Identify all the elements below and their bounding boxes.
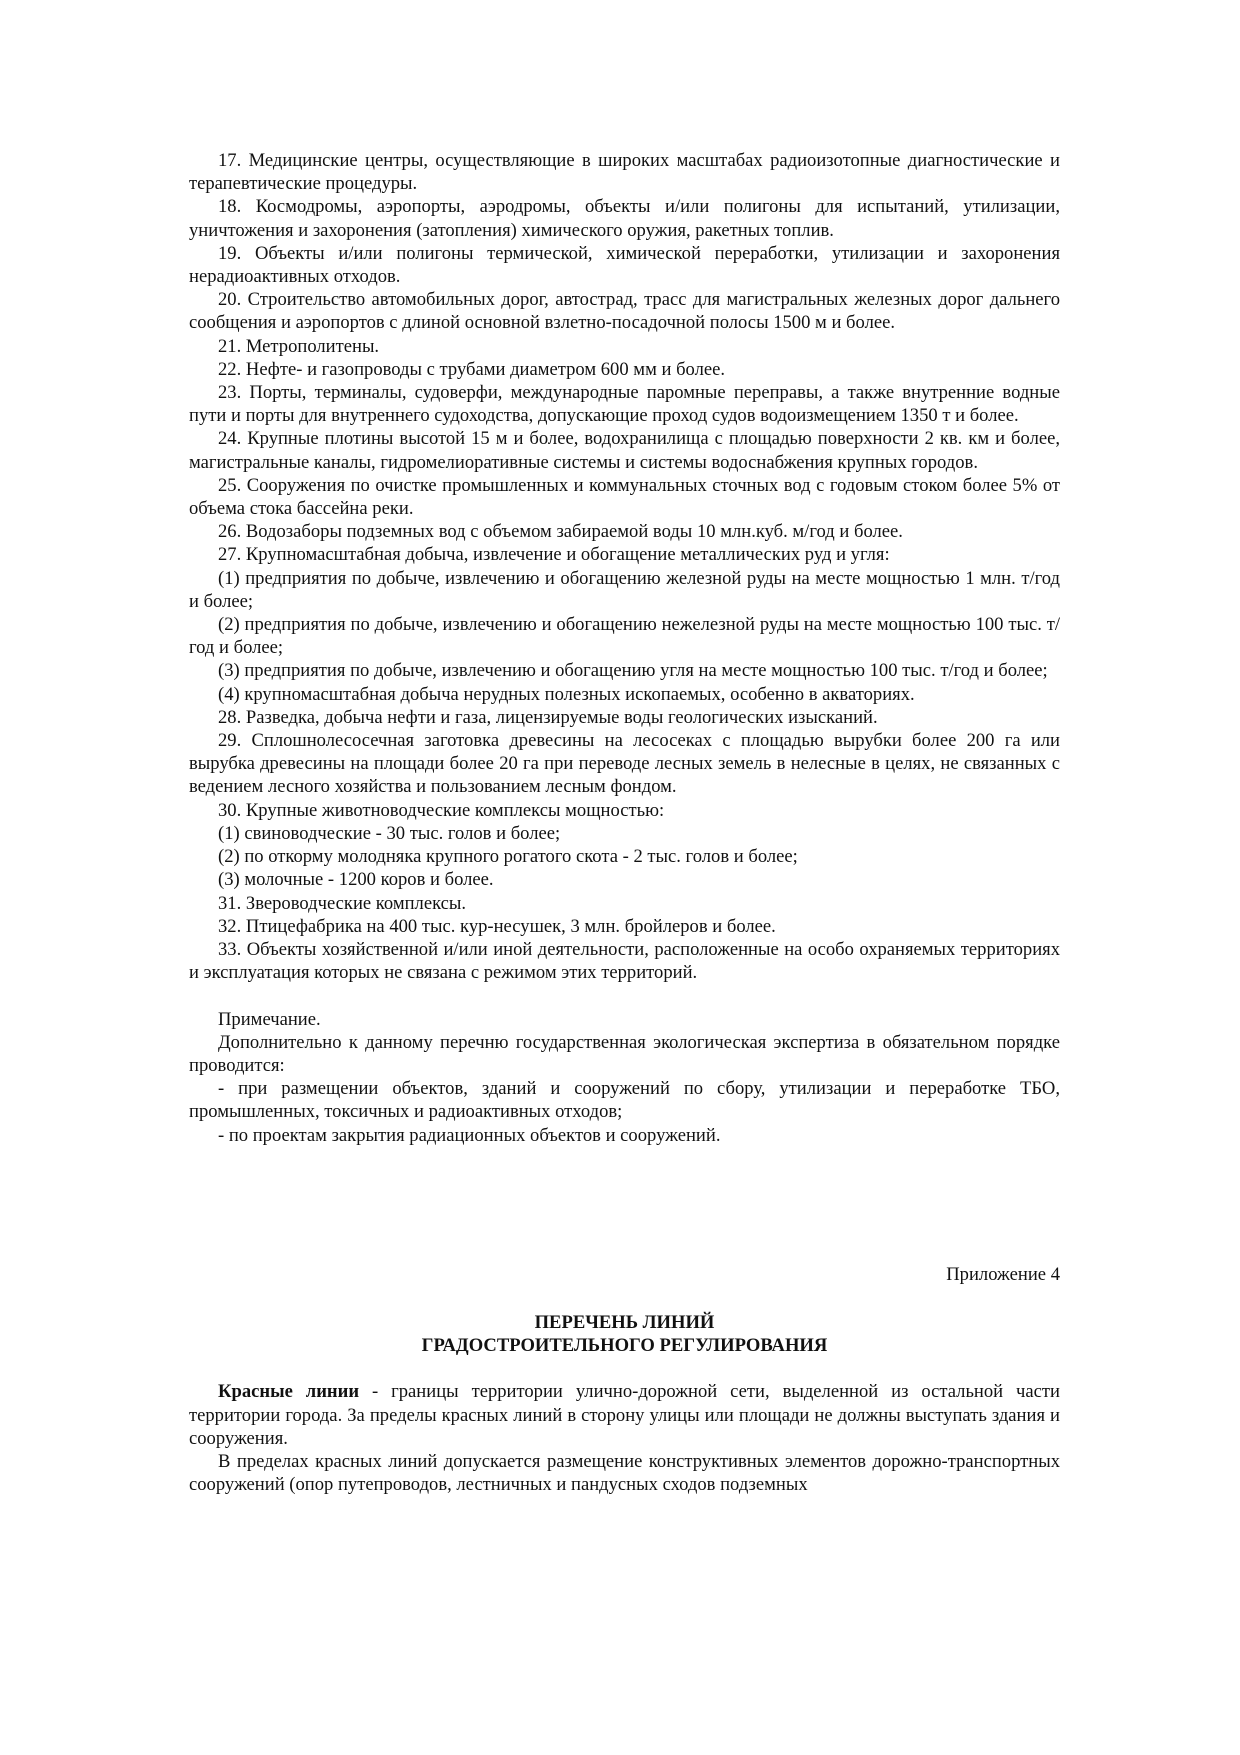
red-lines-paragraph <box>189 1380 1060 1450</box>
list-item: 23. Порты, терминалы, судоверфи, международные паромные переправы, а также внутренние водные пути и порты для внутреннего судоходства, допускающие проход судов водоизмещением 1350 т и более. <box>189 382 1060 427</box>
list-item: (4) крупномасштабная добыча нерудных полезных ископаемых, особенно в акваториях. <box>218 683 915 705</box>
list-item: (1) предприятия по добыче, извлечению и обогащению железной руды на месте мощностью 1 млн. т/год и более; <box>189 567 1060 612</box>
spacer <box>189 984 1060 1007</box>
spacer <box>189 1286 1060 1311</box>
list-item: 20. Строительство автомобильных дорог, автострад, трасс для магистральных железных дорог дальнего сообщения и аэропортов с длиной основной взлетно-посадочной полосы 1500 м и более. <box>189 289 1060 334</box>
list-item: 26. Водозаборы подземных вод с объемом забираемой воды 10 млн.куб. м/год и более. <box>218 521 903 543</box>
list-item: 21. Метрополитены. <box>218 335 380 357</box>
list-item: 32. Птицефабрика на 400 тыс. кур-несушек, 3 млн. бройлеров и более. <box>218 915 776 937</box>
list-item: 29. Сплошнолесосечная заготовка древесины на лесосеках с площадью вырубки более 200 га или вырубка древесины на площади более 20 га при переводе лесных земель в нелесные в целях, не связанных с ведением лесного хозяйства и пользованием лесным фондом. <box>189 730 1060 798</box>
list-item: 31. Звероводческие комплексы. <box>218 892 467 914</box>
spacer <box>189 1147 1060 1263</box>
list-item: (3) предприятия по добыче, извлечению и обогащению угля на месте мощностью 100 тыс. т/год и более; <box>218 660 1048 682</box>
list-item: 30. Крупные животноводческие комплексы мощностью: <box>218 799 665 821</box>
red-lines-definition: - границы территории улично-дорожной сети, выделенной из остальной части территории города. За пределы красных линий в сторону улицы или площади не должны выступать здания и сооружения. <box>189 1381 1060 1449</box>
appendix-heading-line1: ПЕРЕЧЕНЬ ЛИНИЙ <box>534 1311 715 1333</box>
list-item: 24. Крупные плотины высотой 15 м и более, водохранилища с площадью поверхности 2 кв. км и более, магистральные каналы, гидромелиоративные системы и системы водоснабжения крупных городов. <box>189 428 1060 473</box>
spacer <box>189 1357 1060 1380</box>
list-item: 27. Крупномасштабная добыча, извлечение и обогащение металлических руд и угля: <box>218 544 890 566</box>
list-item: 28. Разведка, добыча нефти и газа, лицензируемые воды геологических изысканий. <box>218 706 878 728</box>
list-item: 18. Космодромы, аэропорты, аэродромы, объекты и/или полигоны для испытаний, утилизации, уничтожения и захоронения (затопления) химического оружия, ракетных топлив. <box>189 196 1060 241</box>
list-item: 19. Объекты и/или полигоны термической, химической переработки, утилизации и захоронения нерадиоактивных отходов. <box>189 242 1060 288</box>
list-item: 25. Сооружения по очистке промышленных и коммунальных сточных вод с годовым стоком более 5% от объема стока бассейна реки. <box>189 474 1060 520</box>
list-item: (1) свиноводческие - 30 тыс. голов и более; <box>218 822 561 844</box>
list-item: 22. Нефте- и газопроводы с трубами диаметром 600 мм и более. <box>218 358 726 380</box>
list-item: 33. Объекты хозяйственной и/или иной деятельности, расположенные на особо охраняемых территориях и эксплуатация которых не связана с режимом этих территорий. <box>189 938 1060 984</box>
note-title: Примечание. <box>218 1008 321 1030</box>
document-page <box>189 149 1060 1496</box>
list-item: 17. Медицинские центры, осуществляющие в широких масштабах радиоизотопные диагностические и терапевтические процедуры. <box>189 150 1060 195</box>
note-paragraph: Дополнительно к данному перечню государственная экологическая экспертиза в обязательном порядке проводится: <box>189 1031 1060 1076</box>
list-item: (2) по откорму молодняка крупного рогатого скота - 2 тыс. голов и более; <box>218 846 798 868</box>
last-paragraph: В пределах красных линий допускается размещение конструктивных элементов дорожно-транспортных сооружений (опор путепроводов, лестничных и пандусных сходов подземных <box>189 1450 1060 1496</box>
note-paragraph: - при размещении объектов, зданий и сооружений по сбору, утилизации и переработке ТБО, промышленных, токсичных и радиоактивных отходов; <box>189 1078 1060 1123</box>
appendix-heading-line2: ГРАДОСТРОИТЕЛЬНОГО РЕГУЛИРОВАНИЯ <box>421 1335 828 1357</box>
red-lines-term: Красные линии <box>218 1381 360 1403</box>
appendix-label: Приложение 4 <box>946 1263 1060 1285</box>
list-item: (3) молочные - 1200 коров и более. <box>218 869 494 891</box>
list-item: (2) предприятия по добыче, извлечению и обогащению нежелезной руды на месте мощностью 100 тыс. т/год и более; <box>189 614 1060 659</box>
note-paragraph: - по проектам закрытия радиационных объектов и сооружений. <box>218 1124 721 1146</box>
